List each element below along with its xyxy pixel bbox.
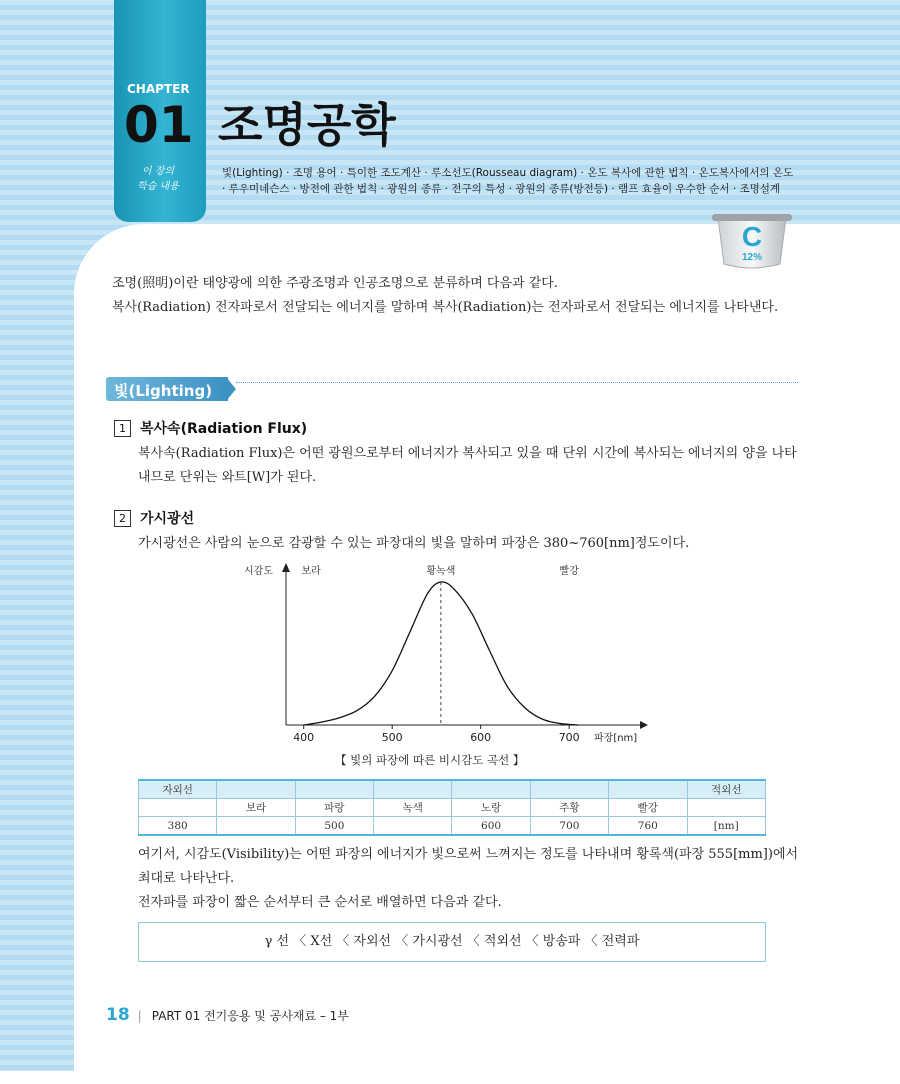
table-row [139, 780, 766, 799]
grade-percent: 12% [741, 252, 763, 263]
footer-separator: | [137, 1009, 142, 1023]
chart-marks [293, 564, 580, 744]
table-cell: 주황 [530, 799, 608, 817]
item-1-body: 복사속(Radiation Flux)은 어떤 광원으로부터 에너지가 복사되고 있을 때 단위 시간에 복사되는 에너지의 양을 나타내므로 단위는 와트[W]가 된다. [138, 446, 797, 485]
grade-letter: C [741, 221, 763, 252]
item-2-number: 2 [114, 510, 131, 527]
table-cell: 380 [139, 817, 217, 836]
table-cell [530, 780, 608, 799]
table-cell: 적외선 [687, 780, 765, 799]
table-cell: 600 [452, 817, 530, 836]
chapter-title: 조명공학 [218, 98, 396, 152]
table-cell [609, 780, 687, 799]
section-header-arrow [226, 377, 236, 401]
study-label [122, 164, 194, 194]
item-2-title: 가시광선 [140, 511, 195, 527]
table-cell [452, 780, 530, 799]
intro-line-2: 복사(Radiation) 전자파로서 전달되는 에너지를 말하며 복사(Radiation)는 전자파로서 전달되는 에너지를 나타낸다. [112, 300, 779, 315]
table-cell: 파랑 [295, 799, 373, 817]
study-label-line2: 학습 내용 [137, 181, 179, 192]
y-axis-label: 시감도 [244, 566, 273, 577]
chapter-keywords: 빛(Lighting) · 조명 용어 · 특이한 조도계산 · 루소선도(Rousseau diagram) · 온도 복사에 관한 법칙 · 온도복사에서의 온도 · 루우미네슨스 · 방전에 관한 법칙 · 광원의 종류 · 전구의 특성 · 광원의 종류(방전등) · 램프 효율이 우수한 순서 · 조명설계 [222, 167, 794, 195]
table-cell [217, 817, 295, 836]
chapter-label: CHAPTER [127, 82, 190, 96]
page-footer [106, 1005, 349, 1025]
section-divider [236, 382, 798, 383]
x-axis-arrow-icon [640, 721, 648, 729]
item-2-body: 가시광선은 사람의 눈으로 감광할 수 있는 파장대의 빛을 말하며 파장은 380~760[nm]정도이다. [138, 536, 690, 551]
wavelength-table [138, 779, 766, 836]
table-cell: [nm] [687, 817, 765, 836]
table-cell [687, 799, 765, 817]
region-label: 황녹색 [426, 566, 456, 577]
intro-line-1: 조명(照明)이란 태양광에 의한 주광조명과 인공조명으로 분류하며 다음과 같다. [112, 276, 558, 291]
table-cell [374, 780, 452, 799]
chart-caption: 【 빛의 파장에 따른 비시감도 곡선 】 [335, 753, 525, 767]
x-tick-label: 600 [470, 731, 492, 744]
table-cell: 녹색 [374, 799, 452, 817]
table-cell: 500 [295, 817, 373, 836]
table-cell [374, 817, 452, 836]
after-line-2: 전자파를 파장이 짧은 순서부터 큰 순서로 배열하면 다음과 같다. [138, 895, 502, 910]
x-tick-label: 700 [558, 731, 580, 744]
x-tick-label: 400 [293, 731, 315, 744]
table-row [139, 799, 766, 817]
y-axis-arrow-icon [282, 563, 290, 572]
table-cell: 자외선 [139, 780, 217, 799]
x-tick-label: 500 [381, 731, 403, 744]
after-line-1: 여기서, 시감도(Visibility)는 어떤 파장의 에너지가 빛으로써 느껴지는 정도를 나타내며 황록색(파장 555[mm])에서 최대로 나타난다. [138, 847, 799, 886]
after-paragraph [138, 843, 800, 915]
table-cell [217, 780, 295, 799]
section-title: 빛(Lighting) [114, 382, 213, 400]
wave-order-box: γ 선 〈 X선 〈 자외선 〈 가시광선 〈 적외선 〈 방송파 〈 전력파 [138, 922, 766, 962]
table-row [139, 817, 766, 836]
chapter-number: 01 [124, 96, 194, 154]
table-cell: 보라 [217, 799, 295, 817]
table-cell: 노랑 [452, 799, 530, 817]
region-label: 빨강 [559, 566, 579, 577]
table-cell [139, 799, 217, 817]
footer-part: PART 01 전기응용 및 공사재료 – 1부 [151, 1009, 349, 1023]
table-cell: 빨강 [609, 799, 687, 817]
table-cell: 700 [530, 817, 608, 836]
page-number: 18 [106, 1005, 130, 1025]
item-1-number: 1 [114, 420, 131, 437]
region-label: 보라 [301, 566, 321, 577]
visibility-curve-chart [236, 560, 656, 750]
table-cell: 760 [609, 817, 687, 836]
x-axis-label: 파장[nm] [594, 733, 638, 744]
item-1-title: 복사속(Radiation Flux) [140, 421, 308, 437]
grade-badge-icon [712, 212, 792, 272]
study-label-line1: 이 장의 [141, 166, 175, 177]
intro-paragraph [112, 272, 802, 320]
table-cell [295, 780, 373, 799]
